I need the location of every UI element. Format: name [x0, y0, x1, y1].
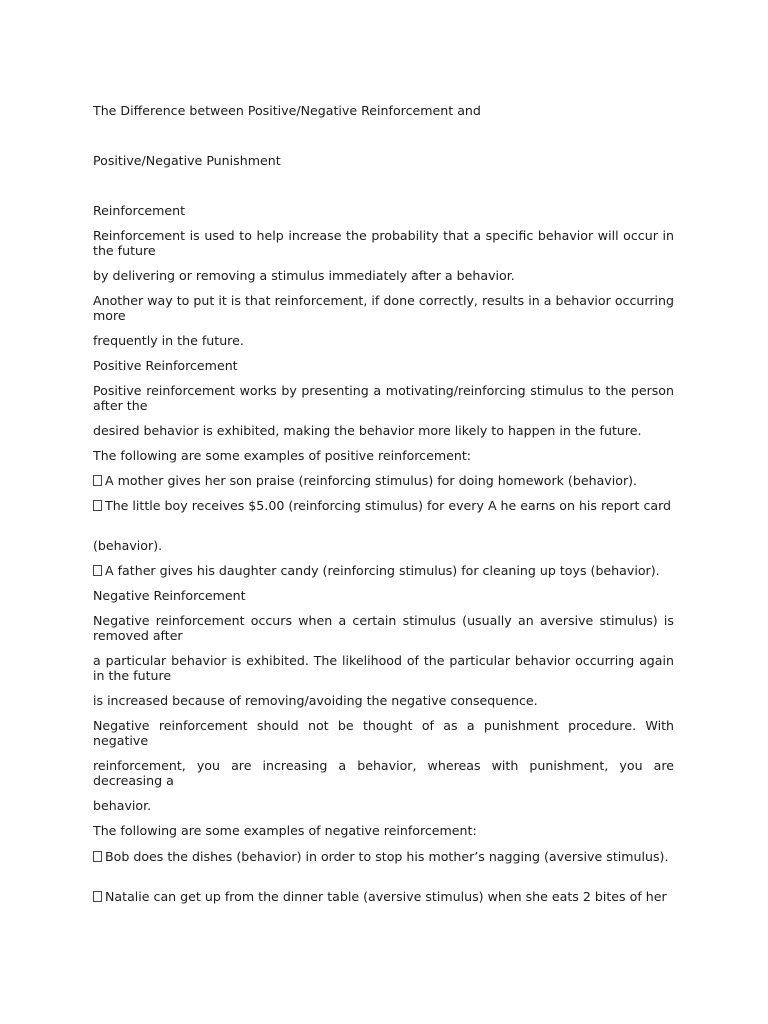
paragraph: (behavior).	[93, 538, 163, 553]
bullet-box-icon	[93, 500, 102, 511]
paragraph: The following are some examples of negative reinforcement:	[93, 823, 477, 838]
paragraph: Negative reinforcement should not be thought of as a punishment procedure. With negative	[93, 718, 674, 748]
bullet-item	[93, 563, 674, 578]
paragraph: Another way to put it is that reinforcement, if done correctly, results in a behavior occurring more	[93, 293, 674, 323]
paragraph: Positive reinforcement works by presenting a motivating/reinforcing stimulus to the person after the	[93, 383, 674, 413]
bullet-item	[93, 498, 674, 513]
bullet-box-icon	[93, 851, 102, 862]
paragraph: frequently in the future.	[93, 333, 244, 348]
paragraph: a particular behavior is exhibited. The likelihood of the particular behavior occurring again in the future	[93, 653, 674, 683]
paragraph: The following are some examples of positive reinforcement:	[93, 448, 472, 463]
paragraph: Negative reinforcement occurs when a certain stimulus (usually an aversive stimulus) is removed after	[93, 613, 674, 643]
paragraph: is increased because of removing/avoiding the negative consequence.	[93, 693, 538, 708]
bullet-text: Natalie can get up from the dinner table (aversive stimulus) when she eats 2 bites of her	[105, 889, 667, 904]
section-heading-positive-reinforcement: Positive Reinforcement	[93, 358, 238, 373]
paragraph: behavior.	[93, 798, 152, 813]
bullet-item	[93, 889, 674, 904]
paragraph: by delivering or removing a stimulus immediately after a behavior.	[93, 268, 515, 283]
bullet-item	[93, 849, 674, 864]
document-title-line1: The Difference between Positive/Negative Reinforcement and	[93, 103, 481, 118]
bullet-box-icon	[93, 565, 102, 576]
bullet-box-icon	[93, 891, 102, 902]
bullet-text: A father gives his daughter candy (reinforcing stimulus) for cleaning up toys (behavior).	[105, 563, 660, 578]
bullet-text: A mother gives her son praise (reinforcing stimulus) for doing homework (behavior).	[105, 473, 638, 488]
section-heading-reinforcement: Reinforcement	[93, 203, 186, 218]
paragraph: desired behavior is exhibited, making the behavior more likely to happen in the future.	[93, 423, 642, 438]
paragraph: Reinforcement is used to help increase the probability that a specific behavior will occur in the future	[93, 228, 674, 258]
bullet-text: The little boy receives $5.00 (reinforcing stimulus) for every A he earns on his report card	[105, 498, 672, 513]
bullet-text: Bob does the dishes (behavior) in order to stop his mother’s nagging (aversive stimulus).	[105, 849, 669, 864]
paragraph: reinforcement, you are increasing a behavior, whereas with punishment, you are decreasing a	[93, 758, 674, 788]
document-page	[93, 0, 674, 1024]
bullet-box-icon	[93, 475, 102, 486]
document-title-line2: Positive/Negative Punishment	[93, 153, 281, 168]
section-heading-negative-reinforcement: Negative Reinforcement	[93, 588, 246, 603]
bullet-item	[93, 473, 674, 488]
